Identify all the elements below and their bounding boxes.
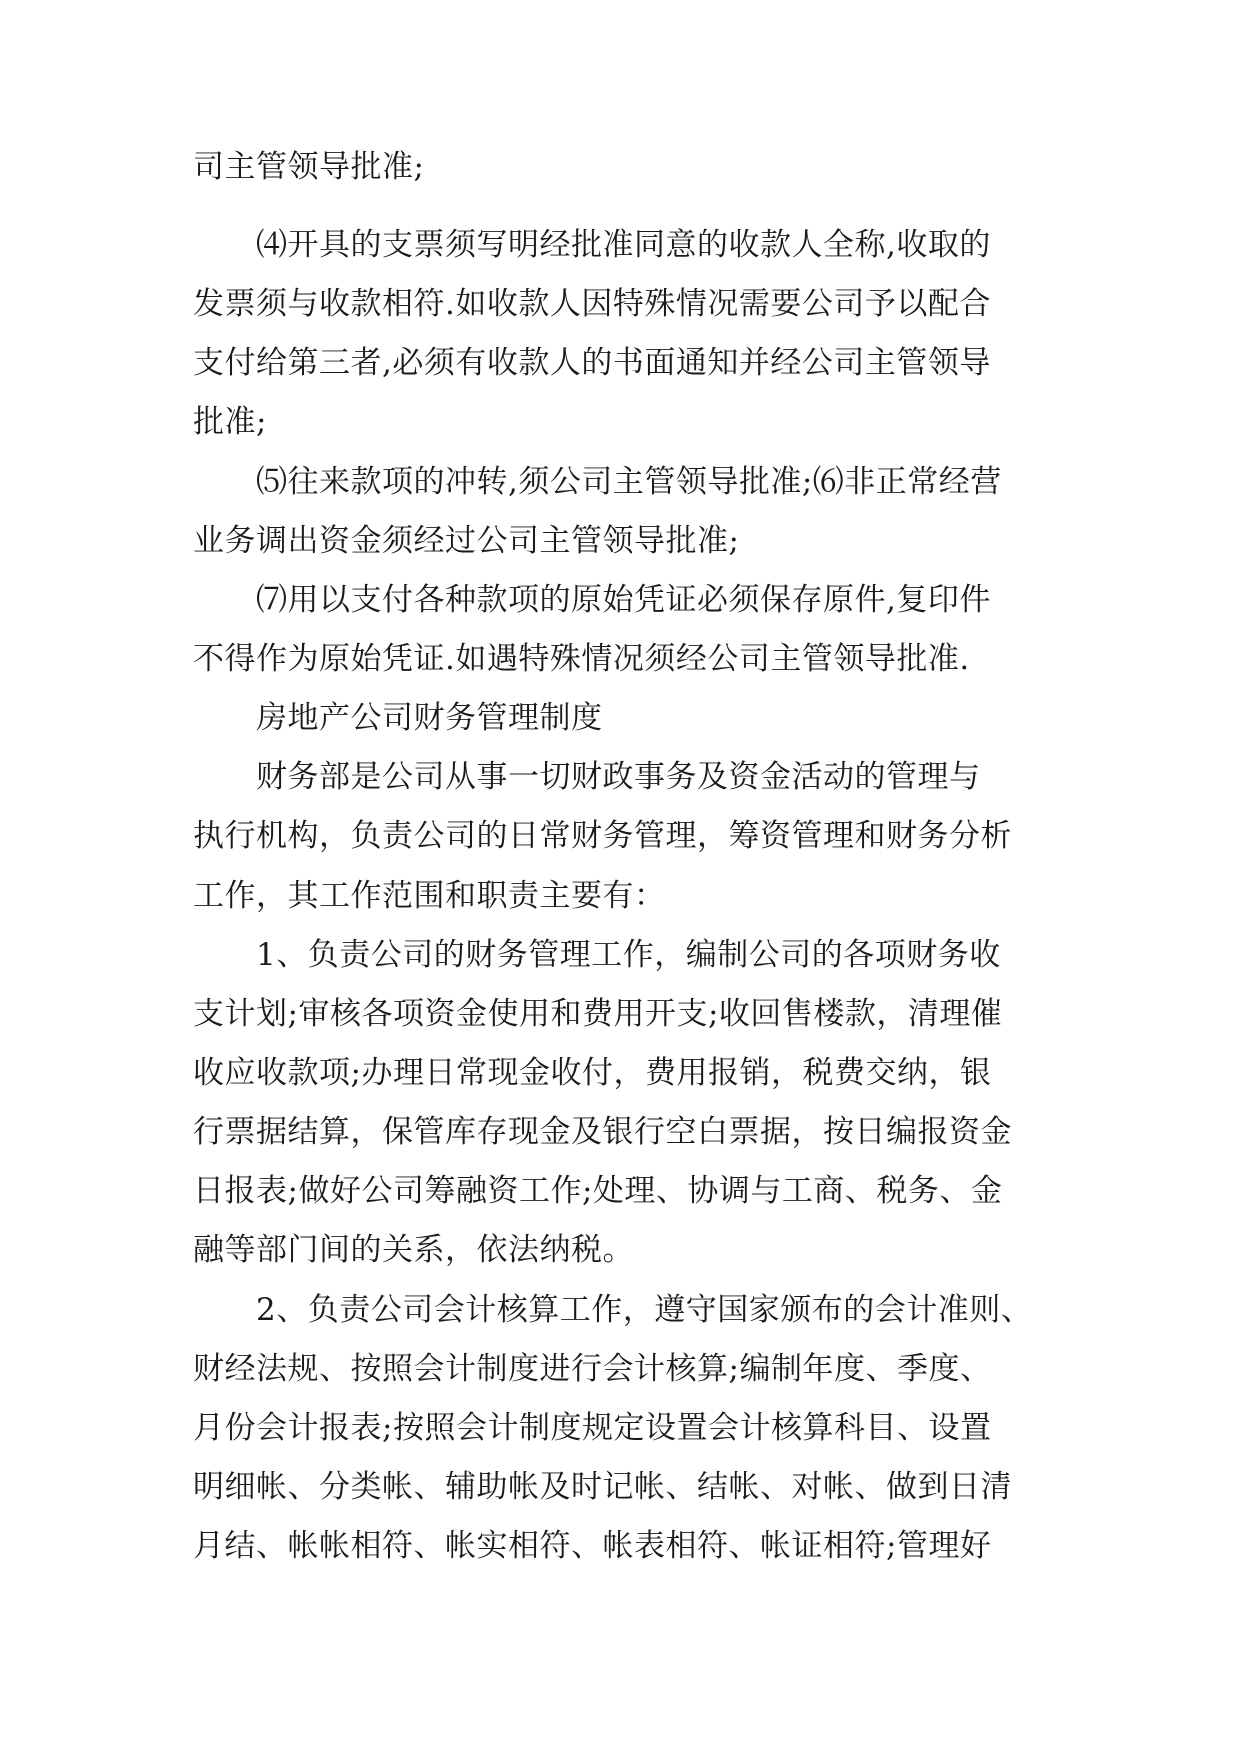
text-line: 2、负责公司会计核算工作，遵守国家颁布的会计准则、 [256,1292,1033,1328]
text-line: 执行机构，负责公司的日常财务管理，筹资管理和财务分析 [193,818,1012,854]
text-line: 支计划;审核各项资金使用和费用开支;收回售楼款，清理催 [193,996,1003,1032]
text-line: 月份会计报表;按照会计制度规定设置会计核算科目、设置 [193,1410,992,1446]
text-line: ⑸往来款项的冲转,须公司主管领导批准;⑹非正常经营 [256,464,1002,500]
text-line: 批准; [193,404,267,440]
text-line: 发票须与收款相符.如收款人因特殊情况需要公司予以配合 [193,286,991,322]
text-line: 财经法规、按照会计制度进行会计核算;编制年度、季度、 [193,1351,992,1387]
text-line: 司主管领导批准; [193,149,425,185]
text-line: 工作，其工作范围和职责主要有： [193,878,666,914]
section-title: 房地产公司财务管理制度 [256,700,603,736]
text-line: 收应收款项;办理日常现金收付，费用报销，税费交纳，银 [193,1055,992,1091]
text-line: ⑺用以支付各种款项的原始凭证必须保存原件,复印件 [256,582,991,618]
text-line: 月结、帐帐相符、帐实相符、帐表相符、帐证相符;管理好 [193,1528,992,1564]
text-line: 财务部是公司从事一切财政事务及资金活动的管理与 [256,759,981,795]
text-line: 明细帐、分类帐、辅助帐及时记帐、结帐、对帐、做到日清 [193,1469,1012,1505]
text-line: 不得作为原始凭证.如遇特殊情况须经公司主管领导批准. [193,641,970,677]
text-line: 1、负责公司的财务管理工作，编制公司的各项财务收 [256,937,1001,973]
text-line: 行票据结算，保管库存现金及银行空白票据，按日编报资金 [193,1114,1012,1150]
text-line: 日报表;做好公司筹融资工作;处理、协调与工商、税务、金 [193,1173,1003,1209]
text-line: 支付给第三者,必须有收款人的书面通知并经公司主管领导 [193,345,991,381]
text-line: ⑷开具的支票须写明经批准同意的收款人全称,收取的 [256,227,991,263]
text-line: 业务调出资金须经过公司主管领导批准; [193,523,740,559]
text-line: 融等部门间的关系，依法纳税。 [193,1232,634,1268]
